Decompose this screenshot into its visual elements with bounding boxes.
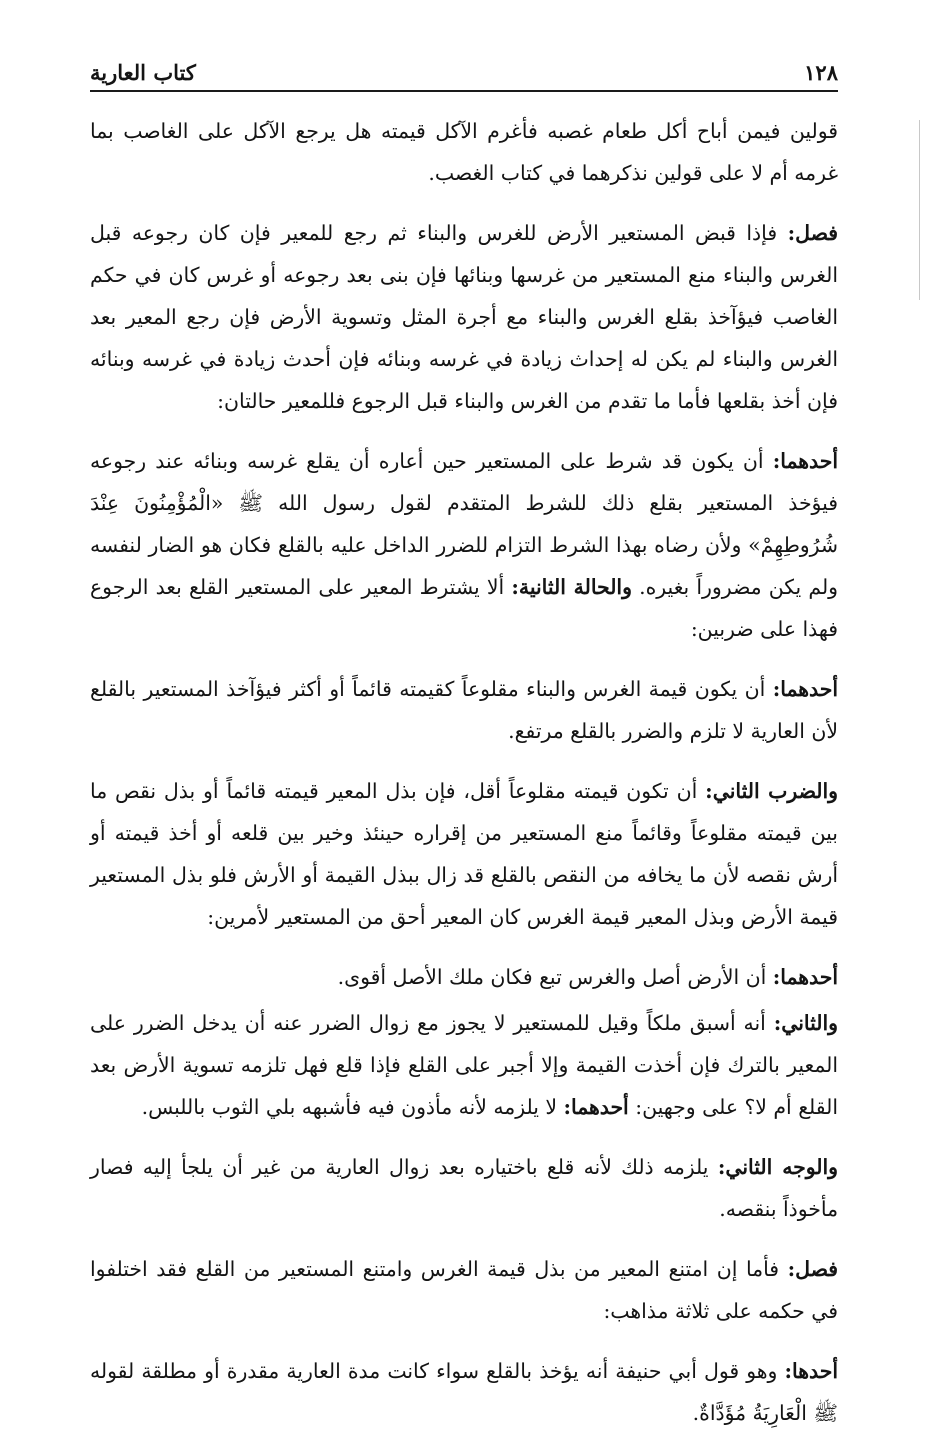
paragraph-text: فأما إن امتنع المعير من بذل قيمة الغرس وامتنع المستعير من القلع فقد اختلفوا في حكمه على ثلاثة مذاهب: [90,1257,838,1323]
paragraph-lead: أحدهما: [772,965,838,989]
body-text [90,110,838,1452]
page-header [90,58,838,92]
paragraph-5 [90,770,838,938]
paragraph-lead: أحدهما: [772,677,838,701]
paragraph-9 [90,1248,838,1332]
paragraph-lead: أحدهما: [772,449,839,473]
paragraph-lead: والثاني: [773,1011,839,1035]
paragraph-10 [90,1350,838,1434]
paragraph-lead: أحدها: [784,1359,838,1383]
paragraph-inline-text: لا يلزمه لأنه مأذون فيه فأشبهه بلي الثوب باللبس. [141,1095,557,1119]
book-title: كتاب العارية [90,60,196,85]
paragraph-7 [90,1002,838,1128]
paragraph-inline-lead: أحدهما: [563,1095,629,1119]
paragraph-text: أنه أسبق ملكاً وقيل للمستعير لا يجوز مع زوال الضرر عنه أن يدخل الضرر على المعير بالترك فإن أخذت القيمة وإلا أجبر على القلع فإذا قلع فهل تلزمه تسوية الأرض بعد القلع أم لا؟ على وجهين: [90,1011,838,1119]
paragraph-inline-text: ألا يشترط المعير على المستعير القلع بعد الرجوع فهذا على ضربين: [90,575,838,641]
paragraph-text: يلزمه ذلك لأنه قلع باختياره بعد زوال العارية من غير أن يلجأ إليه فصار مأخوذاً بنقصه. [90,1155,838,1221]
paragraph-text: أن الأرض أصل والغرس تبع فكان ملك الأصل أقوى. [337,965,767,989]
scan-margin-line [919,120,920,300]
paragraph-2 [90,212,838,422]
paragraph-lead: والوجه الثاني: [717,1155,839,1179]
paragraph-text: أن يكون قد شرط على المستعير حين أعاره أن يقلع غرسه وبنائه عند رجوعه فيؤخذ المستعير بقلع ذلك للشرط المتقدم لقول رسول الله ﷺ «الْمُؤْمِنُونَ عِنْدَ شُرُوطِهِمْ» ولأن رضاه بهذا الشرط التزام للضرر الداخل عليه بالقلع فكان هو الضار لنفسه ولم يكن مضروراً بغيره. [90,449,839,599]
paragraph-lead: فصل: [787,221,839,245]
paragraph-text: قولين فيمن أباح أكل طعام غصبه فأغرم الآكل قيمته هل يرجع الآكل على الغاصب بما غرمه أم لا على قولين نذكرهما في كتاب الغصب. [90,119,838,185]
paragraph-text: وهو قول أبي حنيفة أنه يؤخذ بالقلع سواء كانت مدة العارية مقدرة أو مطلقة لقوله ﷺ الْعَارِيَةُ مُؤَدَّاةٌ. [90,1359,838,1425]
paragraph-4 [90,668,838,752]
paragraph-8 [90,1146,838,1230]
header-rule [90,90,838,92]
paragraph-1 [90,110,838,194]
paragraph-text: أن تكون قيمته مقلوعاً أقل، فإن بذل المعير قيمته قائماً أو بذل نقص ما بين قيمته مقلوعاً وقائماً منع المستعير من إقراره حينئذ وخير بين قلعه أو أخذ قيمته أو أرش نقصه لأن ما يخافه من النقص بالقلع قد زال ببذل القيمة أو الأرش فلو بذل المستعير قيمة الأرض وبذل المعير قيمة الغرس كان المعير أحق من المستعير لأمرين: [90,779,838,929]
paragraph-text: أن يكون قيمة الغرس والبناء مقلوعاً كقيمته قائماً أو أكثر فيؤآخذ المستعير بالقلع لأن العارية لا تلزم والضرر بالقلع مرتفع. [90,677,838,743]
paragraph-6 [90,956,838,998]
paragraph-lead: والضرب الثاني: [705,779,838,803]
paragraph-lead: فصل: [787,1257,838,1281]
paragraph-3 [90,440,838,650]
paragraph-inline-lead: والحالة الثانية: [511,575,632,599]
page-number: ١٢٨ [804,60,838,85]
paragraph-text: فإذا قبض المستعير الأرض للغرس والبناء ثم رجع للمعير فإن كان رجوعه قبل الغرس والبناء منع المستعير من غرسها وبنائها فإن بنى بعد رجوعه أو غرس كان في حكم الغاصب فيؤآخذ بقلع الغرس والبناء مع أجرة المثل وتسوية الأرض فإن رجع المعير بعد الغرس والبناء لم يكن له إحداث زيادة في غرسه وبنائه فإن أحدث زيادة في غرسه وبنائه فإن أخذ بقلعها فأما ما تقدم من الغرس والبناء قبل الرجوع فللمعير حالتان: [90,221,838,413]
